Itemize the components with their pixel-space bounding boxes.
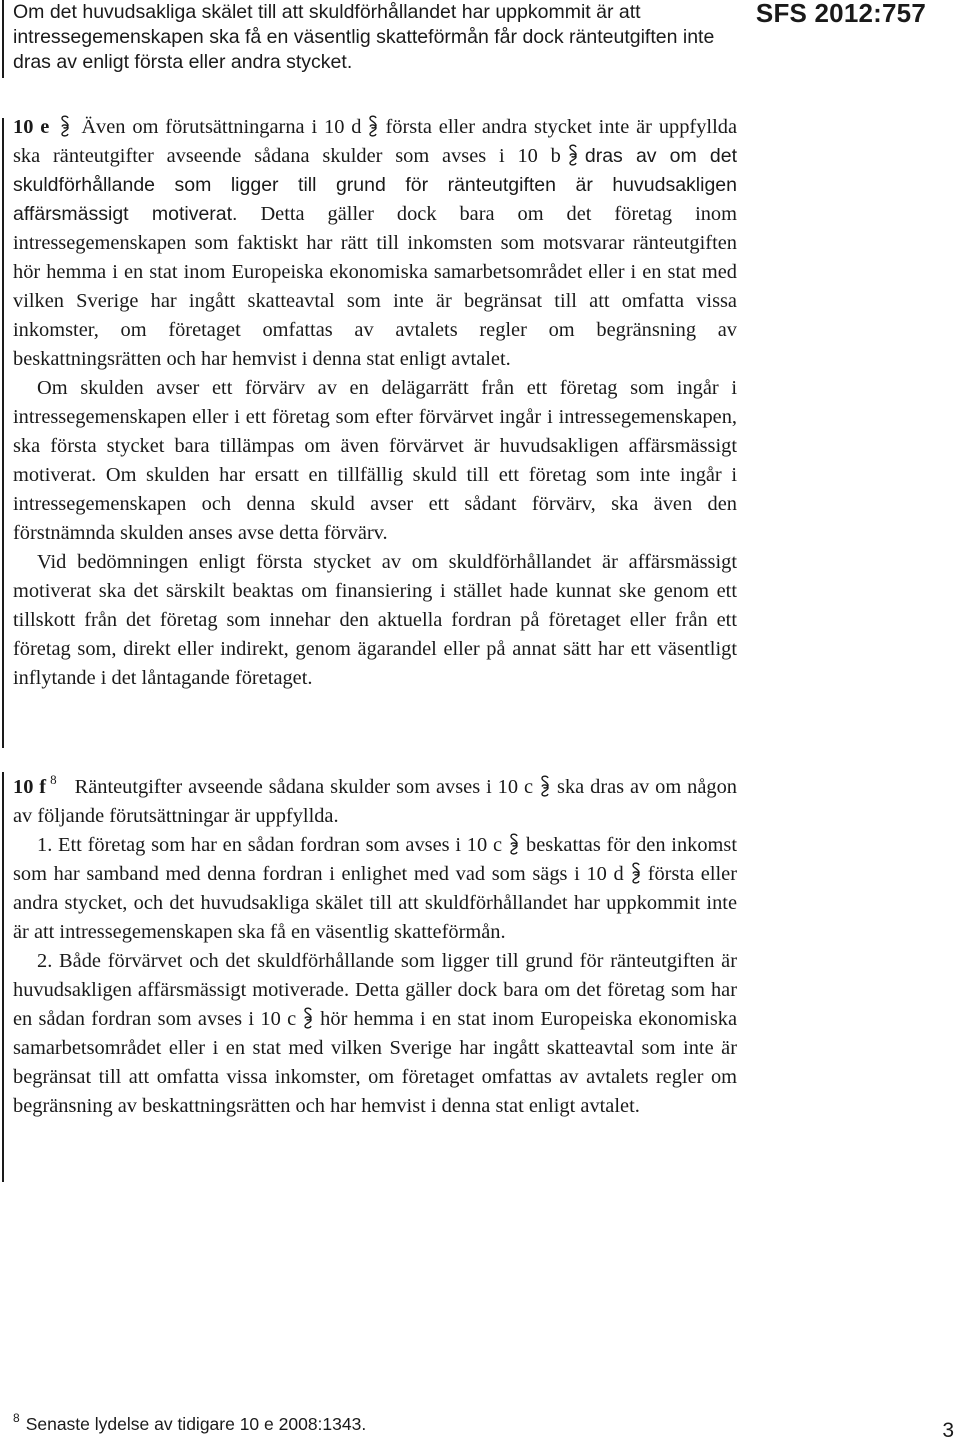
text-run: dras av om det skuldförhållande som ligger till grund för ränteutgiften är huvudsakligen affärsmässigt motiverat. bbox=[13, 145, 737, 225]
section-sign-icon bbox=[539, 774, 551, 798]
change-bar bbox=[2, 0, 4, 78]
footnote-text: Senaste lydelse av tidigare 10 e 2008:1343. bbox=[25, 1414, 367, 1434]
text-run: Detta gäller dock bara om det företag inom intressegemenskapen som faktiskt har rätt till inkomsten som motsvarar ränteutgiften hör hemma i en stat inom Europeiska ekonomiska samarbetsområdet eller i en stat med vilken Sverige har ingått skatteavtal som inte är begränsat till att omfatta vissa inkomster, om företaget omfattas av avtalets regler om begränsning av beskattningsrätten och har hemvist i denna stat enligt avtalet. bbox=[13, 203, 737, 370]
list-item-2 bbox=[13, 947, 737, 1121]
section-10e-paragraph-2: Om skulden avser ett förvärv av en delägarrätt från ett företag som ingår i intressegemenskapen eller i ett företag som efter förvärvet ingår i intressegemenskapen, ska första stycket bara tillämpas om även förvärvet är huvudsakligen affärsmässigt motiverat. Om skulden har ersatt en tillfällig skuld till ett företag som inte ingår i intressegemenskapen och denna skuld avser ett sådant förvärv, ska även den förstnämnda skulden anses avse detta förvärv. bbox=[13, 377, 737, 544]
footnote-reference: 8 bbox=[50, 772, 57, 787]
section-sign-icon bbox=[302, 1006, 314, 1030]
section-sign-icon bbox=[367, 114, 379, 138]
change-bar bbox=[2, 118, 4, 748]
section-number: 10 f bbox=[13, 776, 47, 798]
footnote-mark: 8 bbox=[13, 1411, 20, 1425]
section-10e-paragraph-3: Vid bedömningen enligt första stycket av om skuldförhållandet är affärsmässigt motiverat ska det särskilt beaktas om finansiering i stället hade kunnat ske genom ett tillskott från det företag som innehar den aktuella fordran på företaget eller från ett företag som, direkt eller indirekt, genom ägarandel eller på annat sätt har ett väsentligt inflytande i det låntagande företaget. bbox=[13, 551, 737, 689]
text-run: första eller andra stycket, och det huvudsakliga skälet till att skuldförhållandet har uppkommit inte är att intressegemenskapen ska få en väsentlig skatteförmån. bbox=[13, 863, 737, 943]
section-10e-paragraph-1 bbox=[13, 113, 737, 374]
text-run: första eller andra stycket inte är uppfyllda ska ränteutgifter avseende sådana skulder som avses i 10 b bbox=[13, 116, 737, 167]
section-10f bbox=[13, 773, 737, 1121]
section-10e bbox=[13, 113, 737, 693]
text-run: 2. Både förvärvet och det skuldförhållande som ligger till grund för ränteutgiften är huvudsakligen affärsmässigt motiverade. Detta gäller dock bara om det företag som har en sådan fordran som avses i 10 c bbox=[13, 950, 737, 1030]
page-number: 3 bbox=[942, 1419, 954, 1442]
text-run: beskattas för den inkomst som har samband med denna fordran i enlighet med vad som sägs i 10 d bbox=[13, 834, 737, 885]
text-run: 1. Ett företag som har en sådan fordran som avses i 10 c bbox=[37, 834, 503, 856]
list-item-1 bbox=[13, 831, 737, 947]
section-sign-icon bbox=[630, 861, 642, 885]
section-sign-icon bbox=[59, 114, 71, 138]
text-run: Ränteutgifter avseende sådana skulder som avses i 10 c bbox=[74, 776, 534, 798]
text-run: hör hemma i en stat inom Europeiska ekonomiska samarbetsområdet eller i en stat med vilken Sverige har ingått skatteavtal som inte är begränsat till att omfatta vissa inkomster, om företaget omfattas av avtalets regler om begränsning av beskattningsrätten och har hemvist i denna stat enligt avtalet. bbox=[13, 1008, 737, 1117]
section-sign-icon bbox=[567, 143, 579, 167]
change-bar bbox=[2, 772, 4, 1182]
section-sign-icon bbox=[508, 832, 520, 856]
text-run: ska dras av om någon av följande förutsättningar är uppfyllda. bbox=[13, 776, 737, 827]
intro-paragraph: Om det huvudsakliga skälet till att skuldförhållandet har uppkommit är att intressegemenskapen ska få en väsentlig skatteförmån får dock ränteutgiften inte dras av enligt första eller andra stycket. bbox=[13, 1, 715, 73]
sfs-number-header: SFS 2012:757 bbox=[755, 0, 926, 28]
section-10f-paragraph-1 bbox=[13, 773, 737, 831]
section-number: 10 e bbox=[13, 116, 50, 138]
intro-paragraph-block bbox=[13, 0, 737, 75]
text-run: Även om förutsättningarna i 10 d bbox=[81, 116, 362, 138]
footnote bbox=[13, 1413, 366, 1435]
